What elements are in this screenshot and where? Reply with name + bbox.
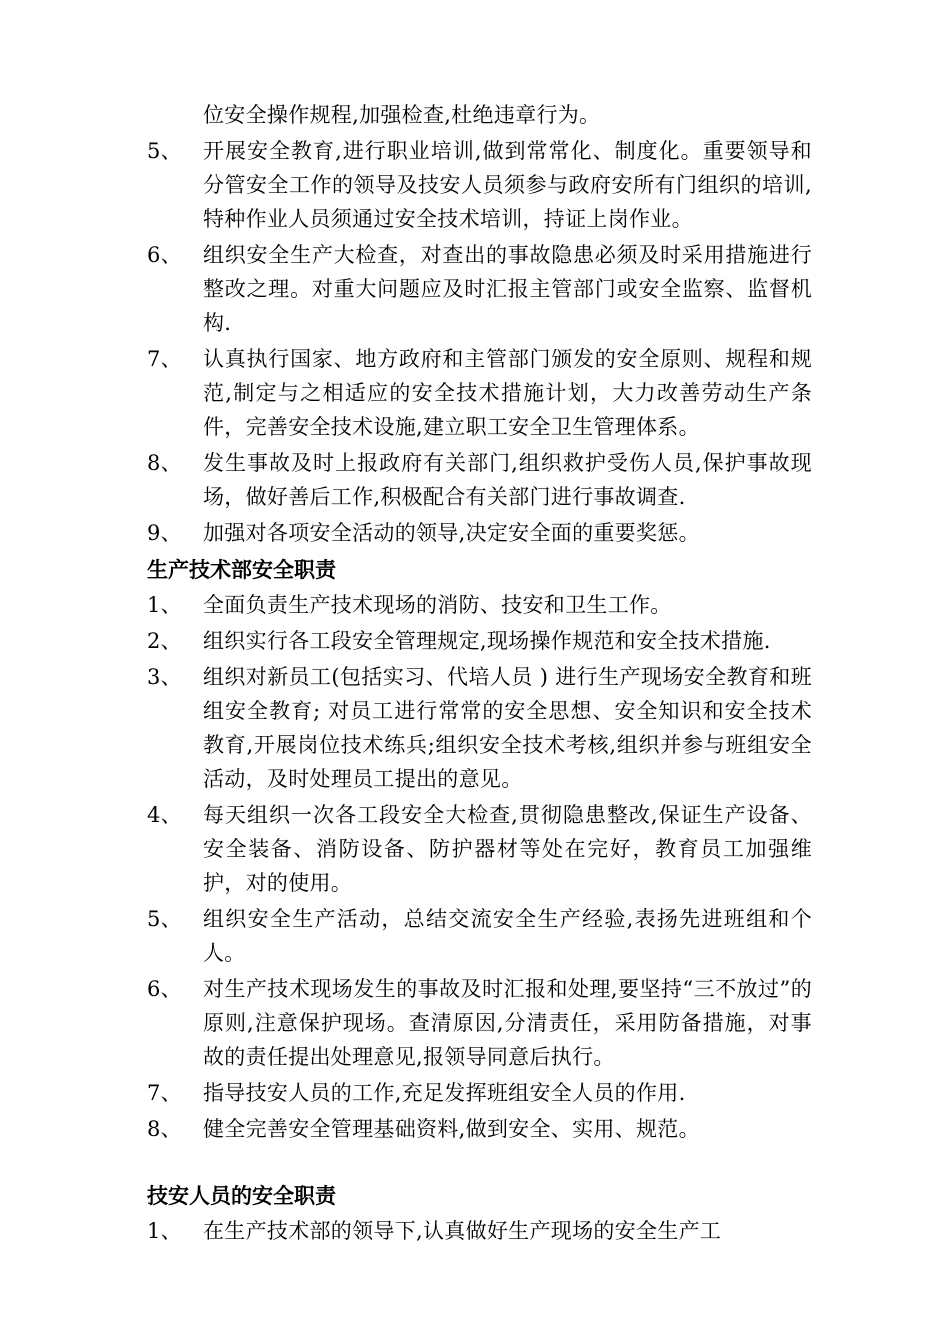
- list-item: [147, 1214, 812, 1248]
- list-item: [147, 134, 812, 236]
- list-item: [147, 588, 812, 622]
- list-item: [147, 660, 812, 796]
- item-text: 健全完善安全管理基础资料,做到安全、实用、规范。: [203, 1117, 700, 1141]
- section-spacer: [147, 1148, 812, 1178]
- section-heading-production-dept: 生产技术部安全职责: [147, 558, 336, 582]
- item-text: 在生产技术部的领导下,认真做好生产现场的安全生产工: [203, 1219, 722, 1243]
- item-number: 9、: [147, 521, 182, 545]
- item-text: 发生事故及时上报政府有关部门,组织救护受伤人员,保护事故现场，做好善后工作,积极配合有关部门进行事故调查.: [203, 451, 812, 509]
- item-text: 位安全操作规程,加强检查,杜绝违章行为。: [203, 103, 601, 127]
- list-item: [147, 98, 812, 132]
- list-item: [147, 798, 812, 900]
- item-number: 1、: [147, 1219, 182, 1243]
- list-item: [147, 342, 812, 444]
- item-text: 开展安全教育,进行职业培训,做到常常化、制度化。重要领导和分管安全工作的领导及技安人员须参与政府安所有门组织的培训,特种作业人员须通过安全技术培训，持证上岗作业。: [203, 139, 812, 231]
- item-number: 2、: [147, 629, 182, 653]
- item-number: 5、: [147, 139, 182, 163]
- list-item: [147, 1076, 812, 1110]
- item-number: 5、: [147, 907, 182, 931]
- item-text: 加强对各项安全活动的领导,决定安全面的重要奖惩。: [203, 521, 700, 545]
- item-number: 1、: [147, 593, 182, 617]
- document-body: [147, 98, 812, 1250]
- item-number: 7、: [147, 1081, 182, 1105]
- list-item: [147, 238, 812, 340]
- item-number: 8、: [147, 451, 182, 475]
- item-number: 6、: [147, 977, 182, 1001]
- item-text: 组织实行各工段安全管理规定,现场操作规范和安全技术措施.: [203, 629, 771, 653]
- item-text: 指导技安人员的工作,充足发挥班组安全人员的作用.: [203, 1081, 686, 1105]
- list-item: [147, 902, 812, 970]
- item-text: 全面负责生产技术现场的消防、技安和卫生工作。: [203, 593, 672, 617]
- item-text: 对生产技术现场发生的事故及时汇报和处理,要坚持“三不放过”的原则,注意保护现场。查清原因,分清责任，采用防备措施，对事故的责任提出处理意见,报领导同意后执行。: [203, 977, 812, 1069]
- list-item: [147, 446, 812, 514]
- item-text: 组织对新员工(包括实习、代培人员 ) 进行生产现场安全教育和班组安全教育; 对员工进行常常的安全思想、安全知识和安全技术教育,开展岗位技术练兵;组织安全技术考核,组织并参与班组安全活动，及时处理员工提出的意见。: [203, 665, 812, 791]
- item-number: 6、: [147, 243, 182, 267]
- item-text: 每天组织一次各工段安全大检查,贯彻隐患整改,保证生产设备、安全装备、消防设备、防护器材等处在完好，教育员工加强维护，对的使用。: [203, 803, 812, 895]
- list-item: [147, 1112, 812, 1146]
- item-number: 8、: [147, 1117, 182, 1141]
- section-heading-safety-staff: 技安人员的安全职责: [147, 1184, 336, 1208]
- item-number: 7、: [147, 347, 182, 371]
- list-item: [147, 972, 812, 1074]
- item-number: 3、: [147, 665, 182, 689]
- item-text: 认真执行国家、地方政府和主管部门颁发的安全原则、规程和规范,制定与之相适应的安全技术措施计划，大力改善劳动生产条件，完善安全技术设施,建立职工安全卫生管理体系。: [203, 347, 812, 439]
- item-text: 组织安全生产大检查，对查出的事故隐患必须及时采用措施进行整改之理。对重大问题应及时汇报主管部门或安全监察、监督机构.: [203, 243, 812, 335]
- list-item: [147, 624, 812, 658]
- item-text: 组织安全生产活动，总结交流安全生产经验,表扬先进班组和个人。: [203, 907, 812, 965]
- list-item: [147, 516, 812, 550]
- item-number: 4、: [147, 803, 182, 827]
